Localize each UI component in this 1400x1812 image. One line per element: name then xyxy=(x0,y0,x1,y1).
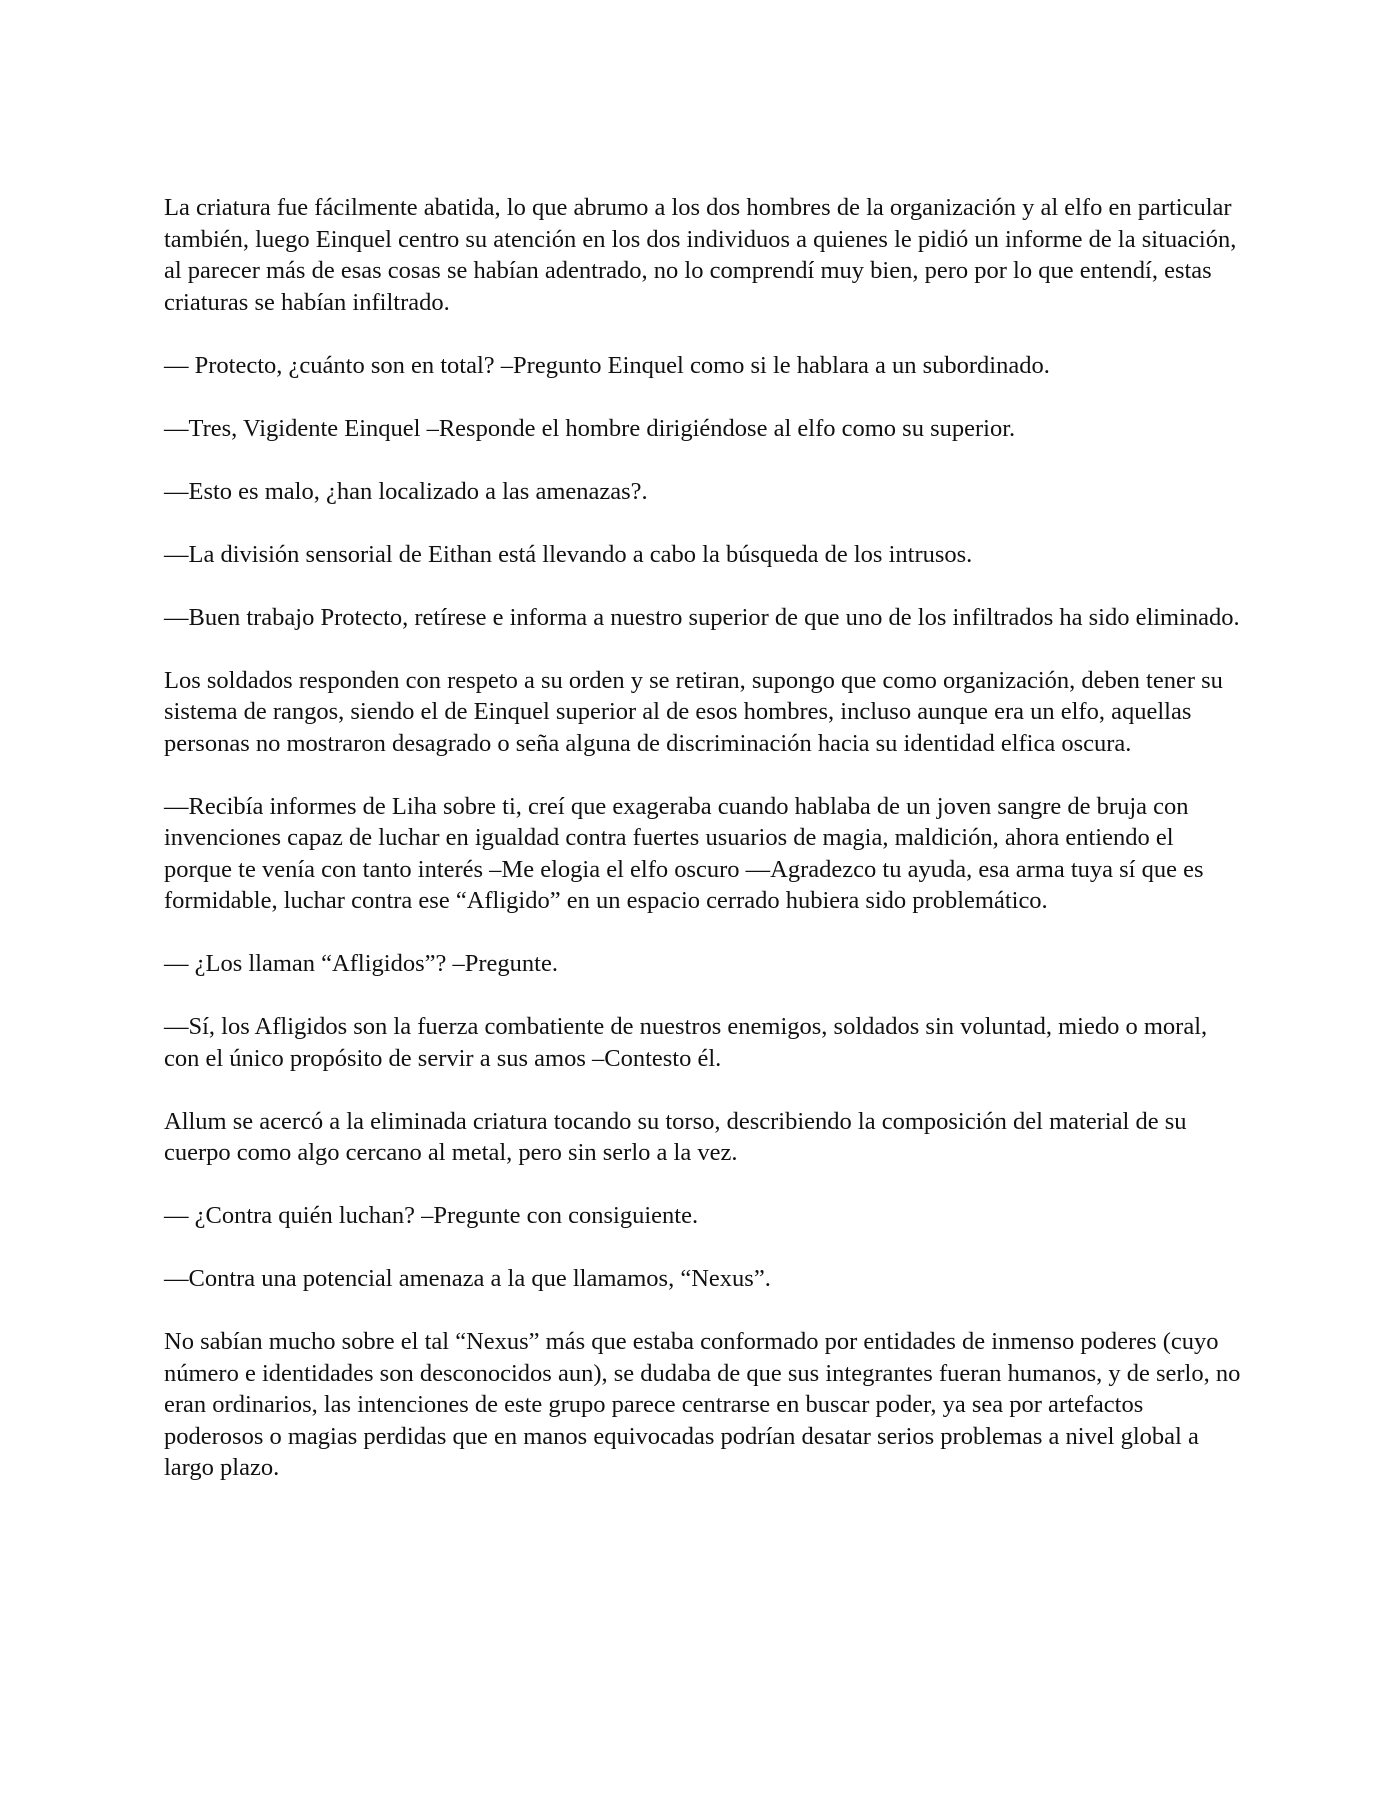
document-body xyxy=(164,192,1244,1515)
paragraph-2: — Protecto, ¿cuánto son en total? –Pregunto Einquel como si le hablara a un subordinado. xyxy=(164,351,1050,379)
paragraph-4: —Esto es malo, ¿han localizado a las amenazas?. xyxy=(164,477,648,505)
paragraph-3: —Tres, Vigidente Einquel –Responde el hombre dirigiéndose al elfo como su superior. xyxy=(164,414,1016,442)
paragraph-10: —Sí, los Afligidos son la fuerza combatiente de nuestros enemigos, soldados sin voluntad, miedo o moral, con el único propósito de servir a sus amos –Contesto él. xyxy=(164,1013,1208,1072)
paragraph-13: —Contra una potencial amenaza a la que llamamos, “Nexus”. xyxy=(164,1265,771,1292)
paragraph-8: —Recibía informes de Liha sobre ti, creí que exageraba cuando hablaba de un joven sangre de bruja con invenciones capaz de luchar en igualdad contra fuertes usuarios de magia, maldición, ahora entiendo el porque te venía con tanto interés –Me elogia el elfo oscuro —Agradezco tu ayuda, esa arma tuya sí que es formidable, luchar contra ese “Afligido” en un espacio cerrado hubiera sido problemático. xyxy=(164,792,1204,914)
paragraph-14: No sabían mucho sobre el tal “Nexus” más que estaba conformado por entidades de inmenso poderes (cuyo número e identidades son desconocidos aun), se dudaba de que sus integrantes fueran humanos, y de serlo, no eran ordinarios, las intenciones de este grupo parece centrarse en buscar poder, ya sea por artefactos poderosos o magias perdidas que en manos equivocadas podrían desatar serios problemas a nivel global a largo plazo. xyxy=(164,1328,1241,1481)
paragraph-5: —La división sensorial de Eithan está llevando a cabo la búsqueda de los intrusos. xyxy=(164,540,973,568)
paragraph-9: — ¿Los llaman “Afligidos”? –Pregunte. xyxy=(164,950,558,977)
paragraph-11: Allum se acercó a la eliminada criatura tocando su torso, describiendo la composición del material de su cuerpo como algo cercano al metal, pero sin serlo a la vez. xyxy=(164,1107,1187,1166)
paragraph-6: —Buen trabajo Protecto, retírese e informa a nuestro superior de que uno de los infiltrados ha sido eliminado. xyxy=(164,603,1240,631)
paragraph-12: — ¿Contra quién luchan? –Pregunte con consiguiente. xyxy=(164,1202,699,1229)
paragraph-1: La criatura fue fácilmente abatida, lo que abrumo a los dos hombres de la organización y al elfo en particular también, luego Einquel centro su atención en los dos individuos a quienes le pidió un informe de la situación, al parecer más de esas cosas se habían adentrado, no lo comprendí muy bien, pero por lo que entendí, estas criaturas se habían infiltrado. xyxy=(164,194,1237,316)
paragraph-7: Los soldados responden con respeto a su orden y se retiran, supongo que como organización, deben tener su sistema de rangos, siendo el de Einquel superior al de esos hombres, incluso aunque era un elfo, aquellas personas no mostraron desagrado o seña alguna de discriminación hacia su identidad elfica oscura. xyxy=(164,666,1223,757)
